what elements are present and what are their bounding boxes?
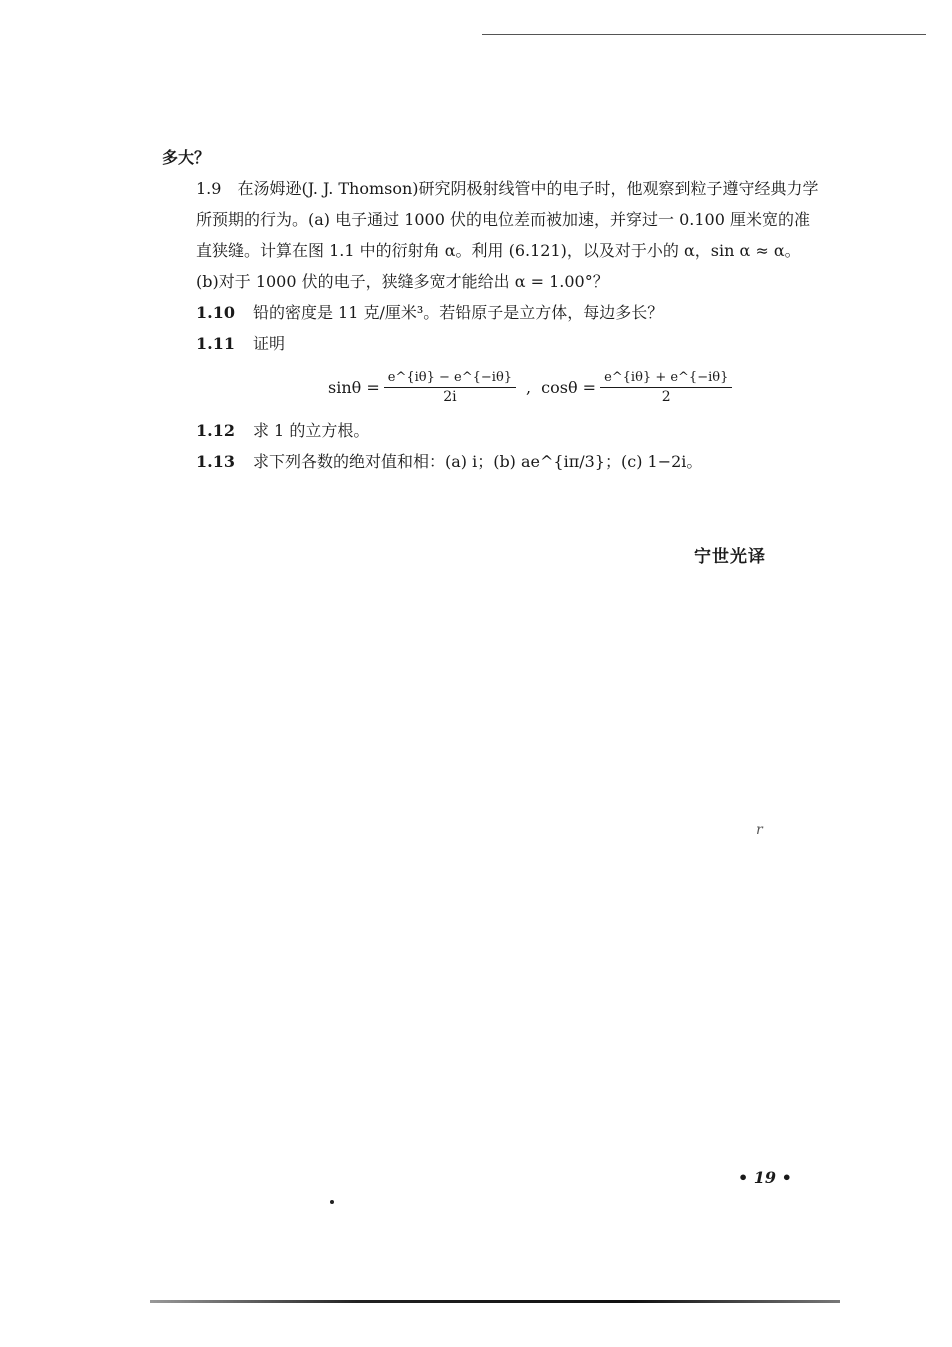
sin-lhs: sinθ = xyxy=(328,377,380,397)
problem-1-11 xyxy=(162,328,822,359)
formula-separator: , xyxy=(526,377,532,397)
problem-1-13 xyxy=(162,446,822,477)
problem-number: 1.10 xyxy=(196,303,235,322)
problem-text: 求下列各数的绝对值和相：(a) i；(b) ae^{iπ/3}；(c) 1−2i。 xyxy=(252,452,703,471)
page-number: • 19 • xyxy=(738,1168,792,1187)
problem-1-12 xyxy=(162,415,822,446)
problem-text: 铅的密度是 11 克/厘米³。若铅原子是立方体，每边多长？ xyxy=(252,303,664,322)
problem-number: 1.11 xyxy=(196,334,235,353)
sin-denominator: 2i xyxy=(443,388,457,405)
euler-formula xyxy=(328,365,822,409)
bottom-rule xyxy=(150,1300,840,1303)
cos-numerator: e^{iθ} + e^{−iθ} xyxy=(600,369,732,388)
sin-numerator: e^{iθ} − e^{−iθ} xyxy=(384,369,516,388)
margin-mark: r xyxy=(756,822,763,838)
problem-number: 1.13 xyxy=(196,452,235,471)
problem-text: 求 1 的立方根。 xyxy=(252,421,370,440)
cos-denominator: 2 xyxy=(661,388,671,405)
problem-1-10 xyxy=(162,297,822,328)
cos-lhs: cosθ = xyxy=(541,377,597,397)
scan-speck xyxy=(330,1200,334,1204)
cos-fraction xyxy=(600,369,732,406)
page-body xyxy=(162,142,822,477)
top-rule xyxy=(482,34,926,35)
problem-text: 证明 xyxy=(252,334,285,353)
translator-signature: 宁世光译 xyxy=(694,547,766,567)
sin-fraction xyxy=(384,369,516,406)
continuation-line: 多大？ xyxy=(162,148,211,167)
problem-number: 1.12 xyxy=(196,421,235,440)
problem-1-9: 1.9 在汤姆逊(J. J. Thomson)研究阴极射线管中的电子时，他观察到粒子遵守经典力学所预期的行为。(a) 电子通过 1000 伏的电位差而被加速，并穿过一 0.100 厘米宽的准直狭缝。计算在图 1.1 中的衍射角 α。利用 (6.121)，以及对于小的 α，sin α ≈ α。(b)对于 1000 伏的电子，狭缝多宽才能给出 α = 1.00°？ xyxy=(196,179,819,291)
